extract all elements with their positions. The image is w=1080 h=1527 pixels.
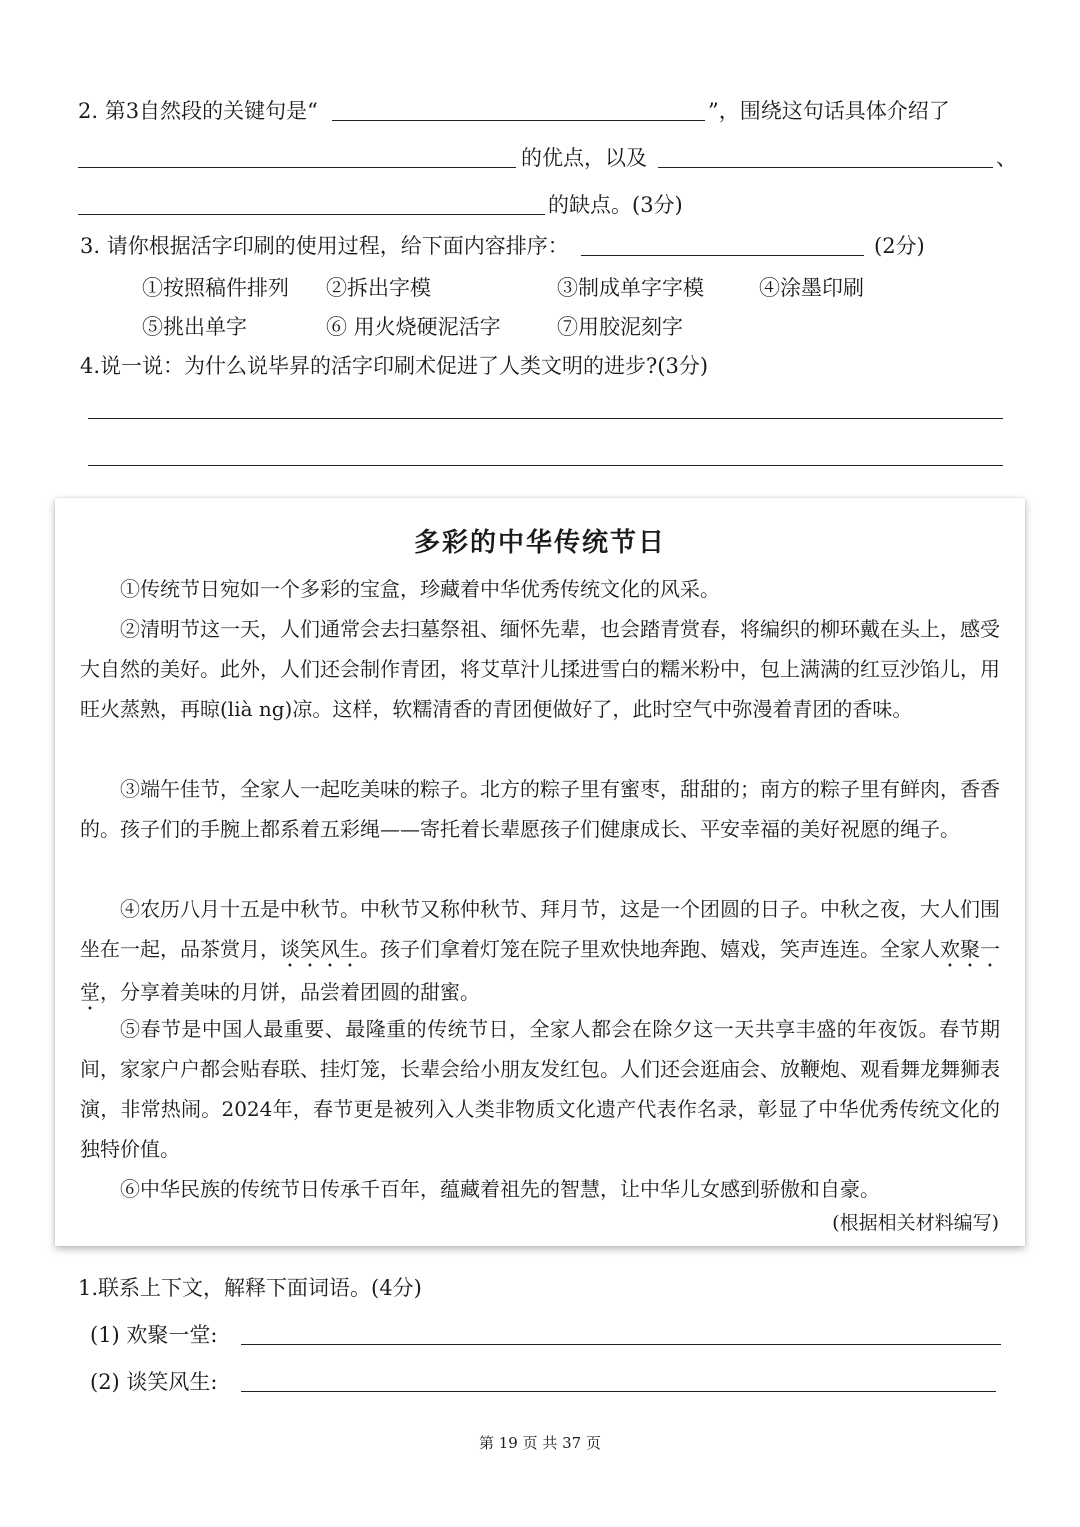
q3-option-2: ②拆出字模 xyxy=(326,276,431,300)
p4-dotted-phrase-1: 谈笑风生 xyxy=(280,937,360,961)
vocab-item-2-label: (2) 谈笑风生: xyxy=(90,1370,218,1394)
passage-paragraph-2: ②清明节这一天，人们通常会去扫墓祭祖、缅怀先辈，也会踏青赏春，将编织的柳环戴在头上，感受大自然的美好。此外，人们还会制作青团，将艾草汁儿揉进雪白的糯米粉中，包上满满的红豆沙馅儿，用旺火蒸熟，再晾(lià ng)凉。这样，软糯清香的青团便做好了，此时空气中弥漫着青团的香味。 xyxy=(80,617,1000,721)
q3-prompt: 3. 请你根据活字印刷的使用过程，给下面内容排序： xyxy=(80,234,569,258)
q3-score: (2分) xyxy=(874,234,925,258)
passage-paragraph-5: ⑤春节是中国人最重要、最隆重的传统节日，全家人都会在除夕这一天共享丰盛的年夜饭。春节期间，家家户户都会贴春联、挂灯笼，长辈会给小朋友发红包。人们还会逛庙会、放鞭炮、观看舞龙舞狮表演，非常热闹。2024年，春节更是被列入人类非物质文化遗产代表作名录，彰显了中华优秀传统文化的独特价值。 xyxy=(80,1017,1000,1161)
passage-paragraph-6: ⑥中华民族的传统节日传承千百年，蕴藏着祖先的智慧，让中华儿女感到骄傲和自豪。 xyxy=(120,1177,880,1201)
passage-source-note: (根据相关材料编写) xyxy=(832,1212,999,1234)
q3-answer-blank[interactable] xyxy=(581,255,864,256)
q2-text-comma: 、 xyxy=(996,146,1017,170)
vocab-item-1-label: (1) 欢聚一堂: xyxy=(90,1323,218,1347)
q3-option-5: ⑤挑出单字 xyxy=(142,315,247,339)
q2-text-start: 2. 第3自然段的关键句是“ xyxy=(78,99,318,123)
q2-text-middle: ”，围绕这句话具体介绍了 xyxy=(708,99,950,123)
p4-text-e: ，分享着美味的月饼，品尝着团圆的甜蜜。 xyxy=(100,980,480,1004)
p4-text-a: ④农历八月十五是中秋节。中秋节又称仲秋节、拜月节，这是一个团圆的日子。中秋之夜，大人们围坐在一起，品茶赏月， xyxy=(80,897,1000,961)
q3-option-7: ⑦用胶泥刻字 xyxy=(557,315,683,339)
passage-paragraph-1: ①传统节日宛如一个多彩的宝盒，珍藏着中华优秀传统文化的风采。 xyxy=(120,577,720,601)
vocab-question-prompt: 1.联系上下文，解释下面词语。(4分) xyxy=(78,1276,422,1300)
p4-dotted-phrase-2: 欢聚一堂 xyxy=(80,937,1000,1004)
q4-prompt: 4.说一说：为什么说毕昇的活字印刷术促进了人类文明的进步?(3分) xyxy=(80,354,709,378)
q4-answer-line-1[interactable] xyxy=(88,418,1003,419)
passage-paragraph-3: ③端午佳节，全家人一起吃美味的粽子。北方的粽子里有蜜枣，甜甜的；南方的粽子里有鲜肉，香香的。孩子们的手腕上都系着五彩绳——寄托着长辈愿孩子们健康成长、平安幸福的美好祝愿的绳子。 xyxy=(80,777,1000,841)
q3-option-3: ③制成单字字模 xyxy=(557,276,704,300)
q3-option-4: ④涂墨印刷 xyxy=(759,276,864,300)
p4-text-c: 。孩子们拿着灯笼在院子里欢快地奔跑、嬉戏，笑声连连。全家人 xyxy=(360,937,940,961)
q2-text-advantage: 的优点，以及 xyxy=(521,146,647,170)
q3-option-6: ⑥ 用火烧硬泥活字 xyxy=(326,315,501,339)
q2-blank-second[interactable] xyxy=(658,167,993,168)
q2-blank-key-sentence[interactable] xyxy=(332,120,705,121)
q3-option-1: ①按照稿件排列 xyxy=(142,276,289,300)
vocab-item-2-blank[interactable] xyxy=(241,1391,996,1392)
q4-answer-line-2[interactable] xyxy=(88,465,1003,466)
page-number-footer: 第 19 页 共 37 页 xyxy=(478,1434,601,1452)
vocab-item-1-blank[interactable] xyxy=(241,1344,1001,1345)
q2-blank-advantage[interactable] xyxy=(78,167,516,168)
passage-paragraph-4 xyxy=(80,889,1000,1015)
reading-passage-card xyxy=(55,498,1025,1246)
passage-title: 多彩的中华传统节日 xyxy=(413,528,666,558)
q2-text-end: 的缺点。(3分) xyxy=(548,193,683,217)
q2-blank-disadvantage[interactable] xyxy=(78,214,545,215)
